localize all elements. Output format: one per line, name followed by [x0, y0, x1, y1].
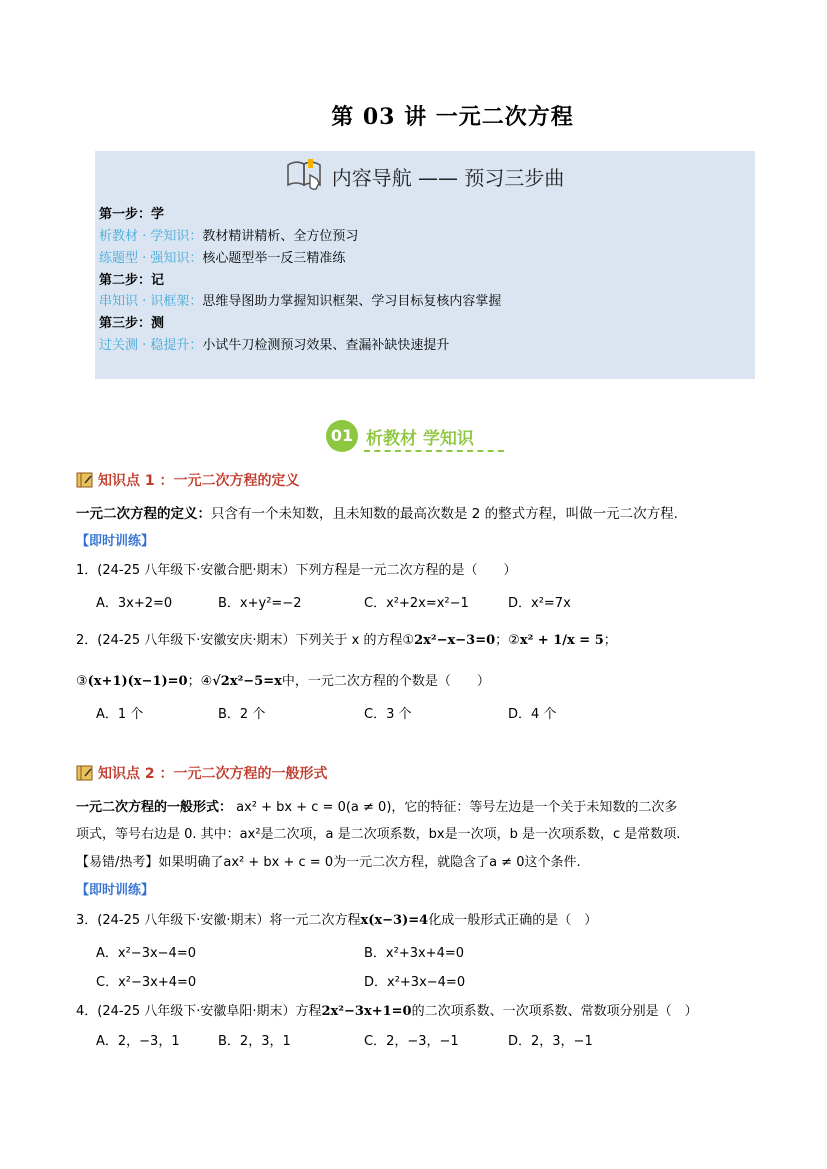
question-4-text: 4．(24-25 八年级下·安徽阜阳·期末）方程 — [76, 1004, 322, 1019]
nav-item-label: 串知识 · 识框架： — [99, 294, 203, 309]
knowledge-point-1-heading — [76, 470, 300, 490]
question-2-text: ③ — [76, 674, 88, 689]
question-1-option-a: A．3x+2=0 — [96, 596, 173, 611]
step-3-label: 第三步：测 — [99, 316, 165, 331]
question-2-option-c: C．3 个 — [364, 707, 412, 722]
equation-1: 2x²−x−3=0 — [414, 633, 496, 648]
section-underline — [364, 450, 504, 452]
question-3-text: 化成一般形式正确的是（ ） — [428, 913, 598, 928]
notebook-icon — [76, 472, 94, 488]
question-1-stem: 1．(24-25 八年级下·安徽合肥·期末）下列方程是一元二次方程的是（ ） — [76, 563, 517, 578]
practice-tag: 【即时训练】 — [76, 883, 155, 898]
nav-item-text: 核心题型举一反三精准练 — [202, 251, 346, 266]
question-3-option-d: D．x²+3x−4=0 — [364, 975, 466, 990]
question-2-option-b: B．2 个 — [218, 707, 266, 722]
definition-line — [76, 502, 678, 522]
question-2-option-d: D．4 个 — [508, 707, 557, 722]
knowledge-point-2-heading — [76, 763, 328, 783]
nav-item-text: 思维导图助力掌握知识框架、学习目标复核内容掌握 — [202, 294, 502, 309]
error-prone-note: 【易错/热考】如果明确了ax² + bx + c = 0为一元二次方程，就隐含了a ≠ 0这个条件. — [76, 855, 581, 870]
nav-item-label: 析教材 · 学知识： — [99, 229, 203, 244]
definition-text: 只含有一个未知数，且未知数的最高次数是 2 的整式方程，叫做一元二次方程. — [211, 506, 678, 522]
equation: 2x²−3x+1=0 — [321, 1004, 412, 1019]
nav-item-text: 小试牛刀检测预习效果、查漏补缺快速提升 — [202, 338, 450, 353]
nav-item-text: 教材精讲精析、全方位预习 — [202, 229, 359, 244]
book-hand-icon — [286, 157, 324, 195]
question-4-option-b: B．2，3，1 — [218, 1034, 291, 1049]
equation: x(x−3)=4 — [360, 913, 429, 928]
nav-item-label: 过关测 · 稳提升： — [99, 338, 203, 353]
question-3-text: 3．(24-25 八年级下·安徽·期末）将一元二次方程 — [76, 913, 361, 928]
practice-tag: 【即时训练】 — [76, 534, 155, 549]
page-title: 第 03 讲 一元二次方程 — [331, 104, 574, 130]
nav-item-1 — [99, 227, 358, 247]
question-2-stem-line-1 — [76, 629, 617, 648]
section-badge — [326, 418, 506, 454]
question-4-option-d: D．2，3，−1 — [508, 1034, 593, 1049]
question-3-stem — [76, 909, 597, 928]
question-2-stem-line-2 — [76, 670, 490, 689]
step-1-label: 第一步：学 — [99, 207, 165, 222]
step-2-label: 第二步：记 — [99, 273, 165, 288]
question-2-text: ；② — [495, 633, 520, 648]
nav-heading — [95, 157, 755, 195]
question-3-option-c: C．x²−3x+4=0 — [96, 975, 197, 990]
knowledge-point-title: 知识点 1 ：一元二次方程的定义 — [98, 473, 300, 489]
nav-item-2 — [99, 249, 345, 269]
nav-item-4 — [99, 336, 449, 356]
question-3-option-a: A．x²−3x−4=0 — [96, 946, 196, 961]
notebook-icon — [76, 765, 94, 781]
question-1-option-c: C．x²+2x=x²−1 — [364, 596, 469, 611]
equation-4: √2x²−5=x — [212, 674, 282, 689]
definition-label: 一元二次方程的定义： — [76, 506, 211, 522]
question-4-option-a: A．2，−3，1 — [96, 1034, 180, 1049]
section-label: 析教材 学知识 — [366, 429, 474, 449]
general-form-text: ax² + bx + c = 0(a ≠ 0)，它的特征：等号左边是一个关于未知数的二次多 — [232, 800, 678, 815]
content-navigation-box — [95, 151, 755, 379]
question-2-text: ；④ — [187, 674, 213, 689]
nav-heading-text: 内容导航 —— 预习三步曲 — [331, 165, 565, 190]
question-2-text: 中，一元二次方程的个数是（ ） — [281, 674, 490, 689]
question-3-option-b: B．x²+3x+4=0 — [364, 946, 465, 961]
question-2-option-a: A．1 个 — [96, 707, 144, 722]
general-form-line-1 — [76, 796, 677, 815]
question-1-option-b: B．x+y²=−2 — [218, 596, 302, 611]
question-4-stem — [76, 1000, 698, 1019]
question-4-option-c: C．2，−3，−1 — [364, 1034, 459, 1049]
equation-2: x² + 1/x = 5 — [519, 633, 604, 648]
question-2-text: ； — [603, 633, 617, 648]
question-2-text: 2．(24-25 八年级下·安徽安庆·期末）下列关于 x 的方程① — [76, 633, 415, 648]
question-1-option-d: D．x²=7x — [508, 596, 571, 611]
general-form-line-2: 项式，等号右边是 0. 其中：ax²是二次项，a 是二次项系数，bx是一次项，b 是一次项系数，c 是常数项. — [76, 827, 681, 842]
equation-3: (x+1)(x−1)=0 — [87, 674, 188, 689]
nav-item-3 — [99, 292, 501, 312]
question-4-text: 的二次项系数、一次项系数、常数项分别是（ ） — [411, 1004, 698, 1019]
general-form-label: 一元二次方程的一般形式： — [76, 800, 233, 815]
section-number: 01 — [326, 420, 358, 452]
nav-item-label: 练题型 · 强知识： — [99, 251, 203, 266]
knowledge-point-title: 知识点 2 ：一元二次方程的一般形式 — [98, 766, 328, 782]
